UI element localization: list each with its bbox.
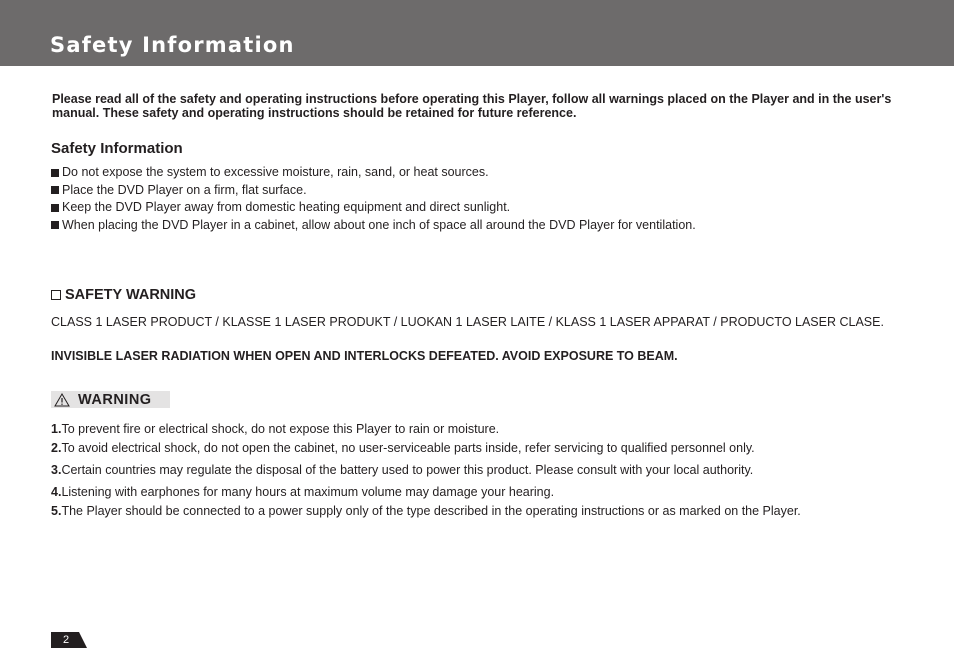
- list-item: Do not expose the system to excessive moisture, rain, sand, or heat sources.: [51, 164, 696, 182]
- warning-triangle-icon: [54, 393, 70, 407]
- list-item: 5.The Player should be connected to a power supply only of the type described in the operating instructions or as marked on the Player.: [51, 504, 801, 518]
- laser-radiation-warning: INVISIBLE LASER RADIATION WHEN OPEN AND INTERLOCKS DEFEATED. AVOID EXPOSURE TO BEAM.: [51, 349, 678, 363]
- warning-badge: WARNING: [51, 391, 170, 408]
- safety-info-list: [51, 164, 696, 234]
- filled-square-bullet-icon: [51, 204, 59, 212]
- safety-info-heading: Safety Information: [51, 140, 183, 157]
- filled-square-bullet-icon: [51, 221, 59, 229]
- list-item: 4.Listening with earphones for many hours at maximum volume may damage your hearing.: [51, 485, 555, 499]
- filled-square-bullet-icon: [51, 186, 59, 194]
- page-title: Safety Information: [50, 33, 295, 57]
- list-item: When placing the DVD Player in a cabinet, allow about one inch of space all around the DVD Player for ventilation.: [51, 217, 696, 235]
- page-number: 2: [62, 634, 70, 646]
- open-square-icon: [51, 290, 61, 300]
- filled-square-bullet-icon: [51, 169, 59, 177]
- list-item: 1.To prevent fire or electrical shock, do not expose this Player to rain or moisture.: [51, 422, 500, 436]
- list-item: Keep the DVD Player away from domestic heating equipment and direct sunlight.: [51, 199, 696, 217]
- laser-class-text: CLASS 1 LASER PRODUCT / KLASSE 1 LASER PRODUKT / LUOKAN 1 LASER LAITE / KLASS 1 LASER APPARAT / PRODUCTO LASER CLASE.: [51, 315, 884, 329]
- list-item: 3.Certain countries may regulate the disposal of the battery used to power this product. Please consult with your local authority.: [51, 463, 754, 477]
- warning-list: [51, 421, 801, 520]
- intro-paragraph: Please read all of the safety and operating instructions before operating this Player, follow all warnings placed on the Player and in the user's manual. These safety and operating instructions should be retained for future reference.: [52, 92, 892, 120]
- list-item: Place the DVD Player on a firm, flat surface.: [51, 182, 696, 200]
- list-item: 2.To avoid electrical shock, do not open the cabinet, no user-serviceable parts inside, refer servicing to qualified personnel only.: [51, 441, 755, 455]
- safety-warning-heading: SAFETY WARNING: [51, 287, 196, 303]
